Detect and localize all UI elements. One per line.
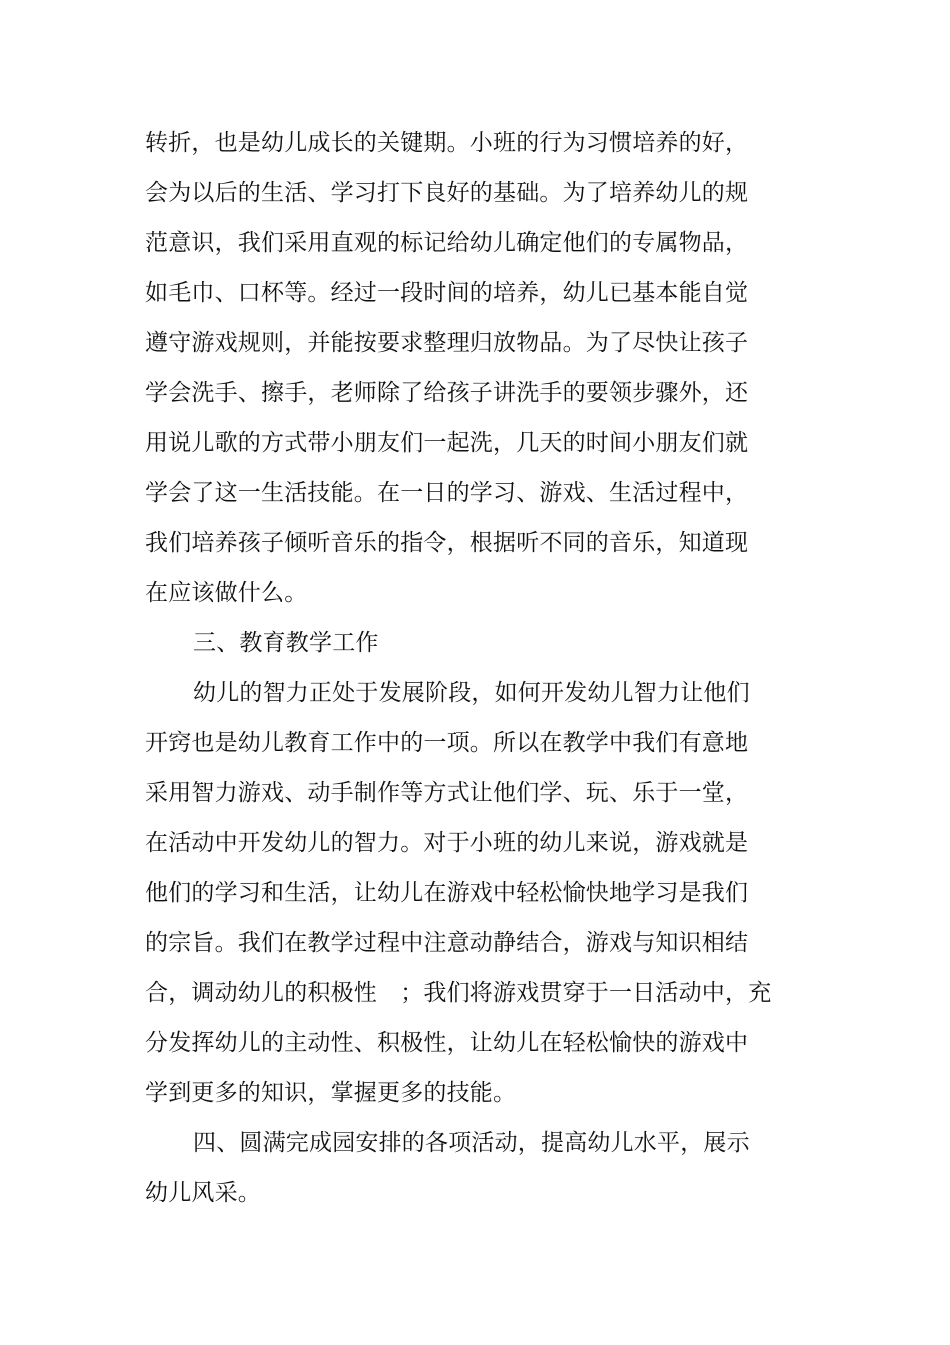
paragraph-line: 在应该做什么。 <box>145 580 308 606</box>
paragraph-line: 用说儿歌的方式带小朋友们一起洗，几天的时间小朋友们就 <box>145 430 749 456</box>
section-heading: 四、圆满完成园安排的各项活动，提高幼儿水平，展示 <box>193 1130 750 1156</box>
paragraph-line: 学会了这一生活技能。在一日的学习、游戏、生活过程中， <box>145 480 749 506</box>
paragraph-line: 合，调动幼儿的积极性 ；我们将游戏贯穿于一日活动中，充 <box>145 980 772 1006</box>
paragraph-line: 如毛巾、口杯等。经过一段时间的培养，幼儿已基本能自觉 <box>145 280 749 306</box>
paragraph-line: 开窍也是幼儿教育工作中的一项。所以在教学中我们有意地 <box>145 730 749 756</box>
paragraph-line: 转折，也是幼儿成长的关键期。小班的行为习惯培养的好， <box>145 130 749 156</box>
paragraph-line: 分发挥幼儿的主动性、积极性，让幼儿在轻松愉快的游戏中 <box>145 1030 749 1056</box>
section-heading: 三、教育教学工作 <box>193 630 379 656</box>
paragraph-line: 范意识，我们采用直观的标记给幼儿确定他们的专属物品， <box>145 230 749 256</box>
paragraph-line: 幼儿的智力正处于发展阶段，如何开发幼儿智力让他们 <box>193 680 750 706</box>
section-heading-continuation: 幼儿风采。 <box>145 1180 261 1206</box>
paragraph-line: 在活动中开发幼儿的智力。对于小班的幼儿来说，游戏就是 <box>145 830 749 856</box>
paragraph-line: 遵守游戏规则，并能按要求整理归放物品。为了尽快让孩子 <box>145 330 749 356</box>
paragraph-line: 他们的学习和生活，让幼儿在游戏中轻松愉快地学习是我们 <box>145 880 749 906</box>
paragraph-line: 学到更多的知识，掌握更多的技能。 <box>145 1080 517 1106</box>
paragraph-line: 的宗旨。我们在教学过程中注意动静结合，游戏与知识相结 <box>145 930 749 956</box>
paragraph-line: 学会洗手、擦手，老师除了给孩子讲洗手的要领步骤外，还 <box>145 380 749 406</box>
paragraph-line: 会为以后的生活、学习打下良好的基础。为了培养幼儿的规 <box>145 180 749 206</box>
paragraph-line: 我们培养孩子倾听音乐的指令，根据听不同的音乐，知道现 <box>145 530 749 556</box>
paragraph-line: 采用智力游戏、动手制作等方式让他们学、玩、乐于一堂， <box>145 780 749 806</box>
